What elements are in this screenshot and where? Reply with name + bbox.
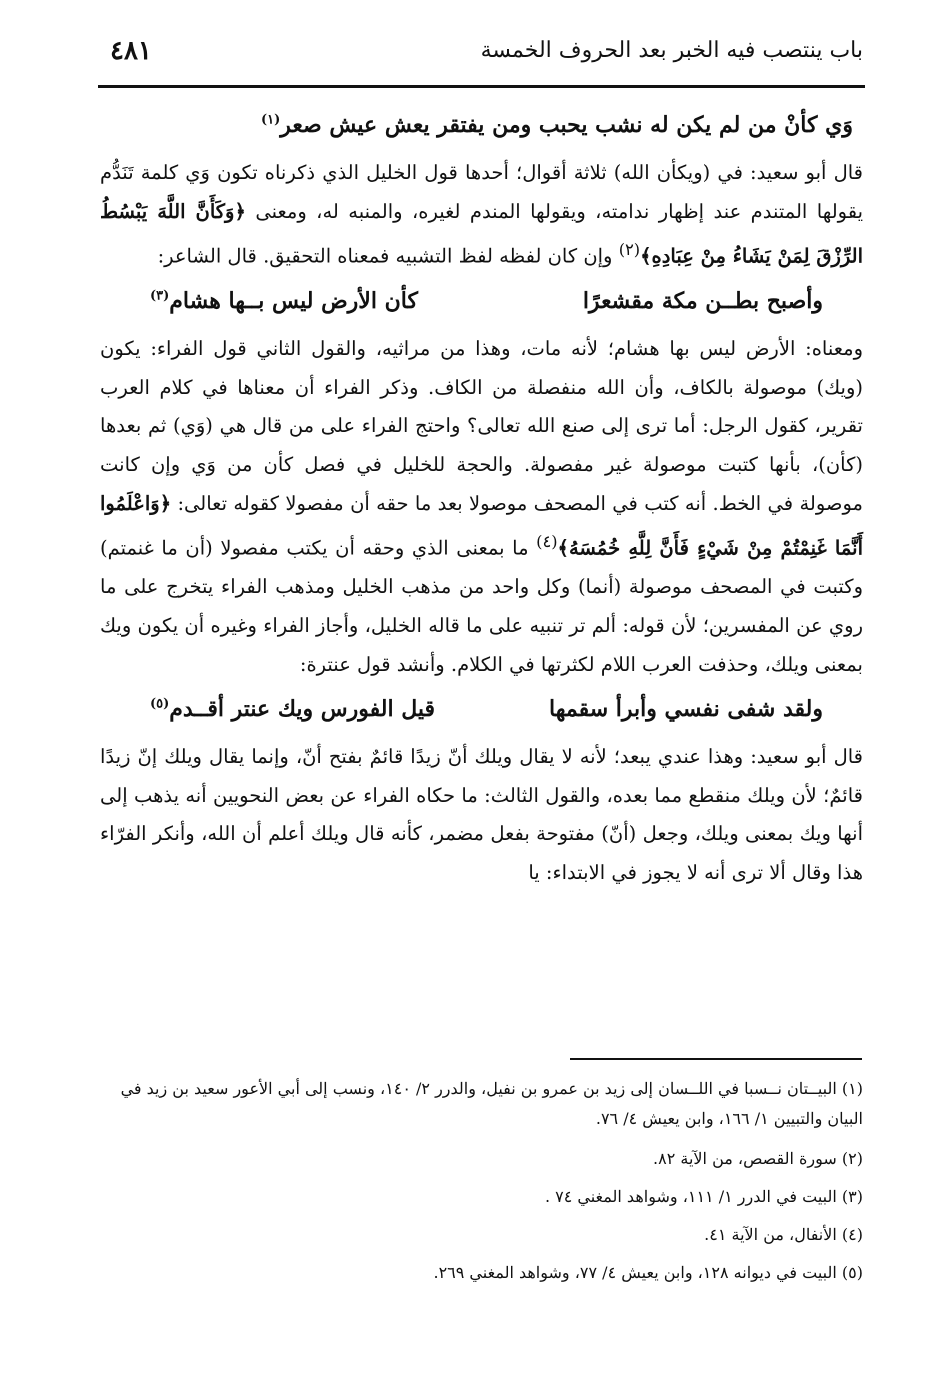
- footnote-ref-2: (٢): [618, 240, 641, 260]
- verse-2: [100, 280, 863, 330]
- verse-3-hemistich-2: قيل الفورس ويك عنتر أقــدم: [169, 696, 436, 723]
- footnote-4: (٤) الأنفال، من الآية ٤١.: [704, 1225, 863, 1244]
- paragraph-1-text-b: وإن كان لفظه لفظ التشبيه فمعناه التحقيق. قال الشاعر:: [157, 244, 619, 268]
- footnotes: [100, 1074, 863, 1296]
- footnote-ref-4: (٤): [536, 532, 558, 552]
- page-number: ٤٨١: [110, 36, 152, 66]
- main-text: [100, 100, 863, 893]
- footnote-ref-5: (٥): [150, 696, 170, 712]
- verse-3-hemistich-1: ولقد شفى نفسي وأبرأ سقمها: [549, 696, 823, 723]
- footnote-ref-1: (١): [260, 112, 281, 128]
- paragraph-2-text-b: ما بمعنى الذي وحقه أن يكتب مفصولا (أن ما غنمتم) وكتبت في المصحف موصولة (أنما) وكل واحد من مذهب الخليل ومذهب الفراء يتخرج على ما روي عن المفسرين؛ لأن قوله: ألم تر تنبيه على ما قاله الخليل، وأجاز الفراء وغيره أن يكون ويك بمعنى ويلك، وحذفت العرب اللام لكثرتها في الكلام. وأنشد قول عنترة:: [100, 536, 863, 676]
- header-divider: [98, 85, 865, 88]
- verse-2-hemistich-2: كأن الأرض ليس بــها هشام: [169, 288, 418, 315]
- footnote-1: (١) البيــتان نــسبا في اللــسان إلى زيد بن عمرو بن نفيل، والدرر ٢/ ١٤٠، ونسب إلى أبي الأعور سعيد بن زيد في البيان والتبيين ١/ ١٦٦، وابن يعيش ٤/ ٧٦.: [120, 1079, 863, 1128]
- paragraph-1: [100, 154, 863, 276]
- verse-1: [100, 104, 863, 154]
- footnote-ref-3: (٣): [150, 288, 170, 304]
- verse-3: [100, 688, 863, 738]
- quran-quote-2: ﴿وَاعْلَمُوا أَنَّمَا غَنِمْتُمْ مِنْ شَيْءٍ فَأَنَّ لِلَّهِ خُمُسَهُ﴾: [100, 491, 863, 560]
- paragraph-1-text-a: قال أبو سعيد: في (ويكأن الله) ثلاثة أقوال؛ أحدها قول الخليل الذي ذكرناه تكون وَي كلمة تَنَدُّم يقولها المتندم عند إظهار ندامته، ويقولها المندم لغيره، والمنبه له، ومعنى: [100, 161, 864, 223]
- footnote-divider: [570, 1058, 862, 1060]
- paragraph-3: قال أبو سعيد: وهذا عندي يبعد؛ لأنه لا يقال ويلك أنّ زيدًا قائمٌ بفتح أنّ، وإنما يقال ويلك إنّ زيدًا قائمٌ؛ لأن ويلك منقطع مما بعده، والقول الثالث: ما حكاه الفراء عن بعض النحويين أنه يذهب إلى أنها ويك بمعنى ويلك، وجعل (أنّ) مفتوحة بفعل مضمر، كأنه قال ويلك أعلم أن الله، وأنكر الفرّاء هذا وقال ألا ترى أنه لا يجوز في الابتداء: يا: [100, 745, 863, 884]
- verse-2-hemistich-1: وأصبح بطــن مكة مقشعرًا: [582, 288, 823, 315]
- chapter-title: باب ينتصب فيه الخبر بعد الحروف الخمسة: [480, 38, 863, 63]
- verse-1-text: وَي كأنْ من لم يكن له نشب يحبب ومن يفتقر يعش عيش صعر: [280, 112, 853, 138]
- footnote-5: (٥) البيت في ديوانه ١٢٨، وابن يعيش ٤/ ٧٧، وشواهد المغني ٢٦٩.: [433, 1263, 863, 1282]
- quran-quote-1: ﴿وَكَأَنَّ اللَّهَ يَبْسُطُ الرِّزْقَ لِمَنْ يَشَاءُ مِنْ عِبَادِهِ﴾: [100, 199, 863, 268]
- paragraph-2: [100, 330, 863, 684]
- footnote-3: (٣) البيت في الدرر ١/ ١١١، وشواهد المغني ٧٤ .: [544, 1187, 863, 1206]
- footnote-2: (٢) سورة القصص، من الآية ٨٢.: [653, 1149, 863, 1168]
- running-header: [100, 38, 863, 78]
- paragraph-2-text-a: ومعناه: الأرض ليس بها هشام؛ لأنه مات، وهذا من مراثيه، والقول الثاني قول الفراء: يكون (ويك) موصولة بالكاف، وأن الله منفصلة من الكاف. وذكر الفراء أن معناها في كلام العرب تقرير، كقول الرجل: أما ترى إلى صنع الله تعالى؟ واحتج الفراء على من قال هي (وَي) ثم بعدها (كأن)، بأنها كتبت موصولة غير مفصولة. والحجة للخليل في فصل كأن من وَي وإن كانت موصولة في الخط. أنه كتب في المصحف موصولا بعد ما حقه أن مفصولا كقوله تعالى:: [100, 337, 863, 515]
